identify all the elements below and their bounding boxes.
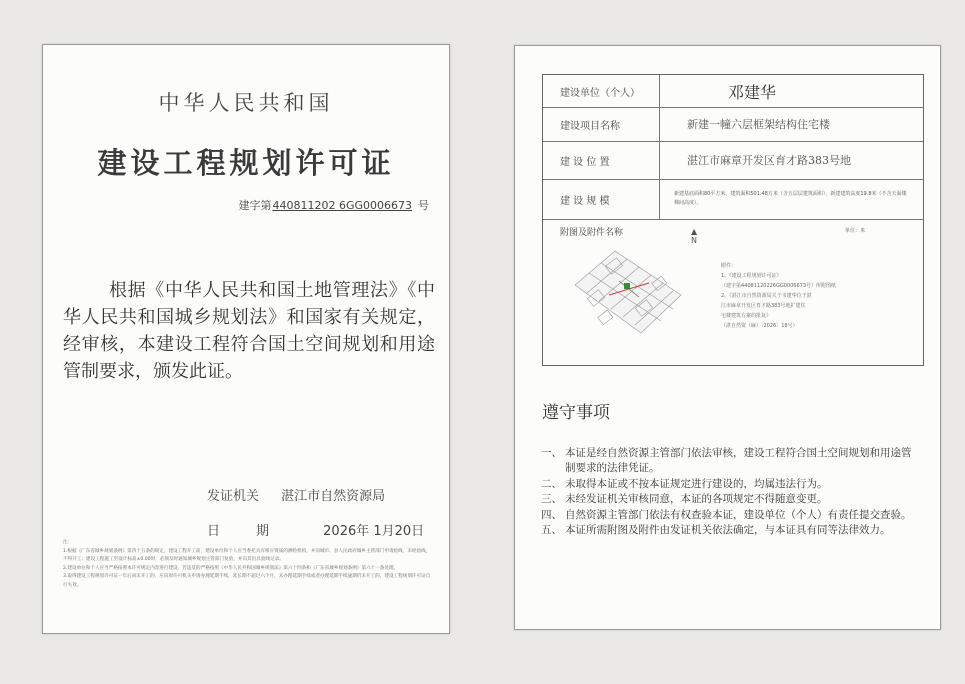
- issuer-label: 发证机关: [207, 489, 260, 504]
- cert-suffix: 号: [418, 199, 429, 212]
- country-title: 中华人民共和国: [158, 91, 334, 115]
- issuer-row: [207, 485, 403, 504]
- date-row: [207, 520, 424, 539]
- permit-detail-page: [514, 45, 941, 630]
- attachments-list: [721, 261, 901, 331]
- rule-text: 自然资源主管部门依法有权查验本证，建设单位（个人）有责任提交查验。: [565, 508, 912, 521]
- rule-text: 未取得本证或不按本证规定进行建设的，均属违法行为。: [565, 477, 828, 490]
- footnote-line: 1.根据《广东省城乡规划条例》第四十五条的规定，建设工程开工前，建设单位和个人应当委托具有相应资质的测绘机构，并向城市、县人民政府城乡主管部门申请验线，未经验线，不得开工；建设工程施工至设计标高±0.00时，必须及时通知城乡规划主管部门复验，并向其出具验线记录。: [63, 548, 431, 563]
- footnote-line: 2.建设单位和个人应当严格按照本许可规定内容进行建设，若违反的严格按照《中华人民共和国城乡规划法》第六十四条和《广东省城乡规划条例》第六十一条处理。: [63, 565, 399, 571]
- north-arrow-icon: ▲ N: [691, 227, 698, 245]
- row-label: 建设单位（个人）: [543, 75, 660, 107]
- rule-number: 二、: [541, 477, 562, 490]
- permit-cover-page: [42, 44, 450, 634]
- permit-info-table: [542, 74, 924, 366]
- attachment-line: 江市麻章开发区育才路383号地扩建住: [721, 303, 806, 309]
- rule-number: 三、: [541, 493, 562, 506]
- footnotes: [63, 539, 433, 591]
- attachments-row: [543, 219, 923, 365]
- rule-text: 未经发证机关审核同意，本证的各项规定不得随意变更。: [565, 493, 828, 506]
- attachment-line: （湛自然资（麻）〔2026〕18号）: [721, 323, 798, 329]
- permit-title: 建设工程规划许可证: [97, 146, 395, 180]
- rule-item: [541, 508, 919, 523]
- attachment-line: 2、《湛江市自然资源局关于韦建华位于湛: [721, 293, 812, 299]
- rule-number: 一、: [541, 447, 562, 459]
- attachment-line: （建字第44081120226GG0006673号）所附图纸: [721, 283, 837, 289]
- cert-prefix: 建字第: [238, 199, 272, 212]
- site-map-image: [569, 233, 689, 341]
- certificate-number: [238, 197, 429, 213]
- date-label: 日期: [207, 524, 306, 539]
- rule-number: 五、: [541, 524, 562, 537]
- rule-text: 本证所需附图及附件由发证机关依法确定，与本证具有同等法律效力。: [565, 524, 891, 537]
- table-row: [543, 75, 923, 108]
- rule-item: [541, 492, 919, 507]
- row-label: 建 设 位 置: [543, 141, 660, 179]
- main-statement: 根据《中华人民共和国土地管理法》《中华人民共和国城乡规划法》和国家有关规定，经审核，本建设工程符合国土空间规划和用途管制要求，颁发此证。: [63, 280, 435, 382]
- attachment-line: 宅楼建筑方案的批复》: [721, 313, 772, 319]
- attachments-label: 附图及附件名称: [560, 228, 624, 238]
- attachment-line: 1、《建设工程规划许可证》: [721, 273, 782, 279]
- scale-value: 新建基底面积80平方米，建筑面积501.48方米（含五层层建筑面积），新建建筑高度19.8米（不含天面楼梯间高度）。: [674, 191, 907, 206]
- row-label: 建 设 规 模: [543, 179, 660, 219]
- table-row: [543, 107, 923, 142]
- table-row: [543, 141, 923, 180]
- rule-number: 四、: [541, 508, 562, 521]
- footnote-line: 3.取得建设工程规划许可证一年后尚未开工的，应向原许可机关申请办理延期手续，延长期不超过六个月，未办理延期手续或者办理延期手续逾期仍未开工的，建设工程规划许可证自行失效。: [63, 574, 431, 588]
- attachment-line: 附件：: [721, 263, 737, 269]
- cert-number-value: 440811202 6GG0006673: [272, 199, 412, 212]
- project-name-value: 新建一幢六层框架结构住宅楼: [687, 118, 830, 131]
- unit-label: 单位：米: [845, 228, 866, 234]
- issue-date: 2026年 1月20日: [323, 524, 425, 539]
- rule-item: [541, 446, 919, 477]
- applicant-value: 邓建华: [728, 82, 777, 102]
- row-label: 建设项目名称: [543, 107, 660, 141]
- issuer-name: 湛江市自然资源局: [281, 489, 386, 504]
- rule-item: [541, 523, 919, 538]
- rule-text: 本证是经自然资源主管部门依法审核，建设工程符合国土空间规划和用途管制要求的法律凭证。: [565, 447, 912, 475]
- rules-title: 遵守事项: [542, 403, 610, 423]
- rule-item: [541, 477, 919, 492]
- location-value: 湛江市麻章开发区育才路383号地: [687, 154, 851, 167]
- footnote-line: 注：: [63, 540, 73, 545]
- table-row: [543, 179, 923, 220]
- rules-list: [541, 446, 919, 538]
